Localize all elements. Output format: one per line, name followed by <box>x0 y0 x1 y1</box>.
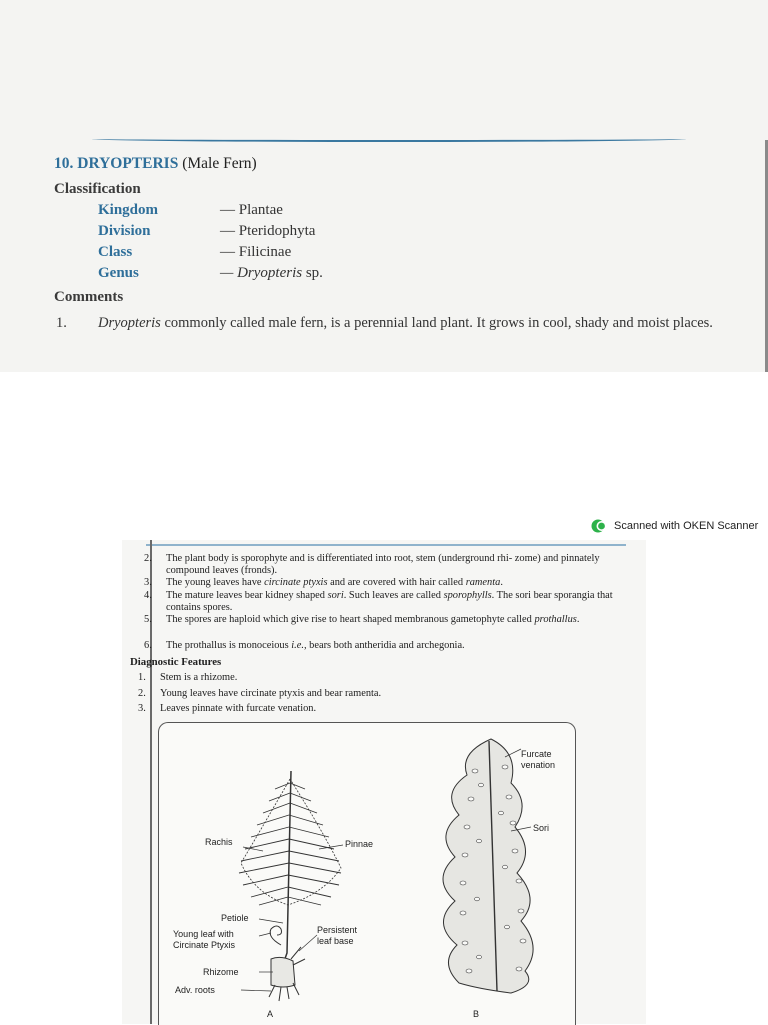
text-run: . <box>576 614 580 625</box>
comment-item <box>144 640 614 652</box>
label-young-leaf: Young leaf with <box>173 929 234 939</box>
comment-item <box>144 553 614 577</box>
fern-frond-a <box>239 771 341 1001</box>
textbook-page-bottom <box>122 540 646 1024</box>
item-text: Leaves pinnate with furcate venation. <box>160 703 317 714</box>
comment-number: 1. <box>56 315 67 331</box>
classification-key: Division <box>98 223 151 239</box>
item-text <box>166 640 614 652</box>
classification-row <box>98 223 418 243</box>
italic-term: sporophylls <box>443 590 492 601</box>
classification-value: — Plantae <box>220 202 283 218</box>
item-number: 2. <box>144 553 152 564</box>
label-circinate: Circinate Ptyxis <box>173 940 236 950</box>
text-run: The mature leaves bear kidney shaped <box>166 590 328 601</box>
item-number: 2. <box>138 688 146 699</box>
diagnostic-heading: Diagnostic Features <box>130 656 222 668</box>
comment-italic: Dryopteris <box>98 315 161 331</box>
title-common-name: (Male Fern) <box>182 155 257 172</box>
header-rule <box>92 136 686 142</box>
item-number: 1. <box>138 672 146 683</box>
text-run: bears both antheridia and archegonia. <box>306 640 465 651</box>
item-text: The plant body is sporophyte and is differentiated into root, stem (underground rhi- zome) and pinnately compound leaves (fronds). <box>166 553 600 576</box>
classification-key: Class <box>98 244 133 260</box>
classification-heading: Classification <box>54 181 141 197</box>
comments-heading: Comments <box>54 289 124 305</box>
label-leaf-base: leaf base <box>317 936 354 946</box>
diagnostic-item <box>138 672 608 684</box>
text-run: . Such leaves are called <box>343 590 444 601</box>
item-number: 3. <box>144 577 152 588</box>
label-sori: Sori <box>533 823 550 833</box>
italic-term: i.e., <box>291 640 307 651</box>
italic-term: prothallus <box>534 614 577 625</box>
item-number: 3. <box>138 703 146 714</box>
label-rachis: Rachis <box>205 837 233 847</box>
scanner-watermark <box>591 517 758 535</box>
classification-value: — Pteridophyta <box>220 223 316 239</box>
classification-value: — Filicinae <box>220 244 292 260</box>
label-venation: venation <box>521 760 556 770</box>
item-text: Stem is a rhizome. <box>160 672 238 683</box>
label-petiole: Petiole <box>221 913 249 923</box>
item-number: 6. <box>144 640 152 651</box>
text-run: The prothallus is monoceious <box>166 640 292 651</box>
classification-row <box>98 265 418 285</box>
scanner-label: Scanned with OKEN Scanner <box>614 520 759 532</box>
text-run: The young leaves have <box>166 577 265 588</box>
italic-term: ramenta <box>465 577 501 588</box>
label-pinnae: Pinnae <box>345 839 374 849</box>
title-number: 10. <box>54 155 74 172</box>
label-persistent: Persistent <box>317 925 358 935</box>
item-text <box>166 590 614 614</box>
classification-value <box>220 265 323 282</box>
textbook-page-top <box>0 0 768 372</box>
genus-suffix: sp. <box>302 265 323 281</box>
item-number: 4. <box>144 590 152 601</box>
italic-term: circinate ptyxis <box>264 577 328 588</box>
italic-term: sori <box>327 590 344 601</box>
item-text <box>166 577 614 589</box>
comment-item <box>144 614 614 626</box>
label-rhizome: Rhizome <box>203 967 239 977</box>
figure-frame <box>158 722 576 1025</box>
comment-item <box>144 590 614 614</box>
classification-row <box>98 244 418 264</box>
comment-item <box>54 314 744 332</box>
classification-key: Genus <box>98 265 139 281</box>
genus-italic: — Dryopteris <box>220 265 303 281</box>
page-title <box>54 155 257 173</box>
label-figure-a: A <box>267 1009 274 1019</box>
text-run: . <box>500 577 503 588</box>
label-figure-b: B <box>473 1009 480 1019</box>
fern-pinna-b <box>443 739 533 993</box>
label-furcate: Furcate <box>521 749 552 759</box>
page-top-rule <box>146 544 626 546</box>
classification-row <box>98 202 418 222</box>
title-genus: DRYOPTERIS <box>77 155 179 172</box>
item-text <box>166 614 614 626</box>
text-run: and are covered with hair called <box>327 577 466 588</box>
comment-text <box>98 314 744 332</box>
oken-scanner-logo-icon <box>591 519 608 533</box>
diagnostic-item <box>138 688 608 700</box>
text-run: . The sori bear sporangia that contains spores. <box>166 590 613 613</box>
comment-body: commonly called male fern, is a perennial land plant. It grows in cool, shady and moist places. <box>160 315 713 331</box>
text-run: The spores are haploid which give rise to heart shaped membranous gametophyte called <box>166 614 535 625</box>
diagnostic-item <box>138 703 608 715</box>
item-text: Young leaves have circinate ptyxis and bear ramenta. <box>160 688 382 699</box>
item-number: 5. <box>144 614 152 625</box>
classification-key: Kingdom <box>98 202 159 218</box>
label-adv-roots: Adv. roots <box>175 985 215 995</box>
fern-illustration <box>159 723 575 1025</box>
comment-item <box>144 577 614 589</box>
